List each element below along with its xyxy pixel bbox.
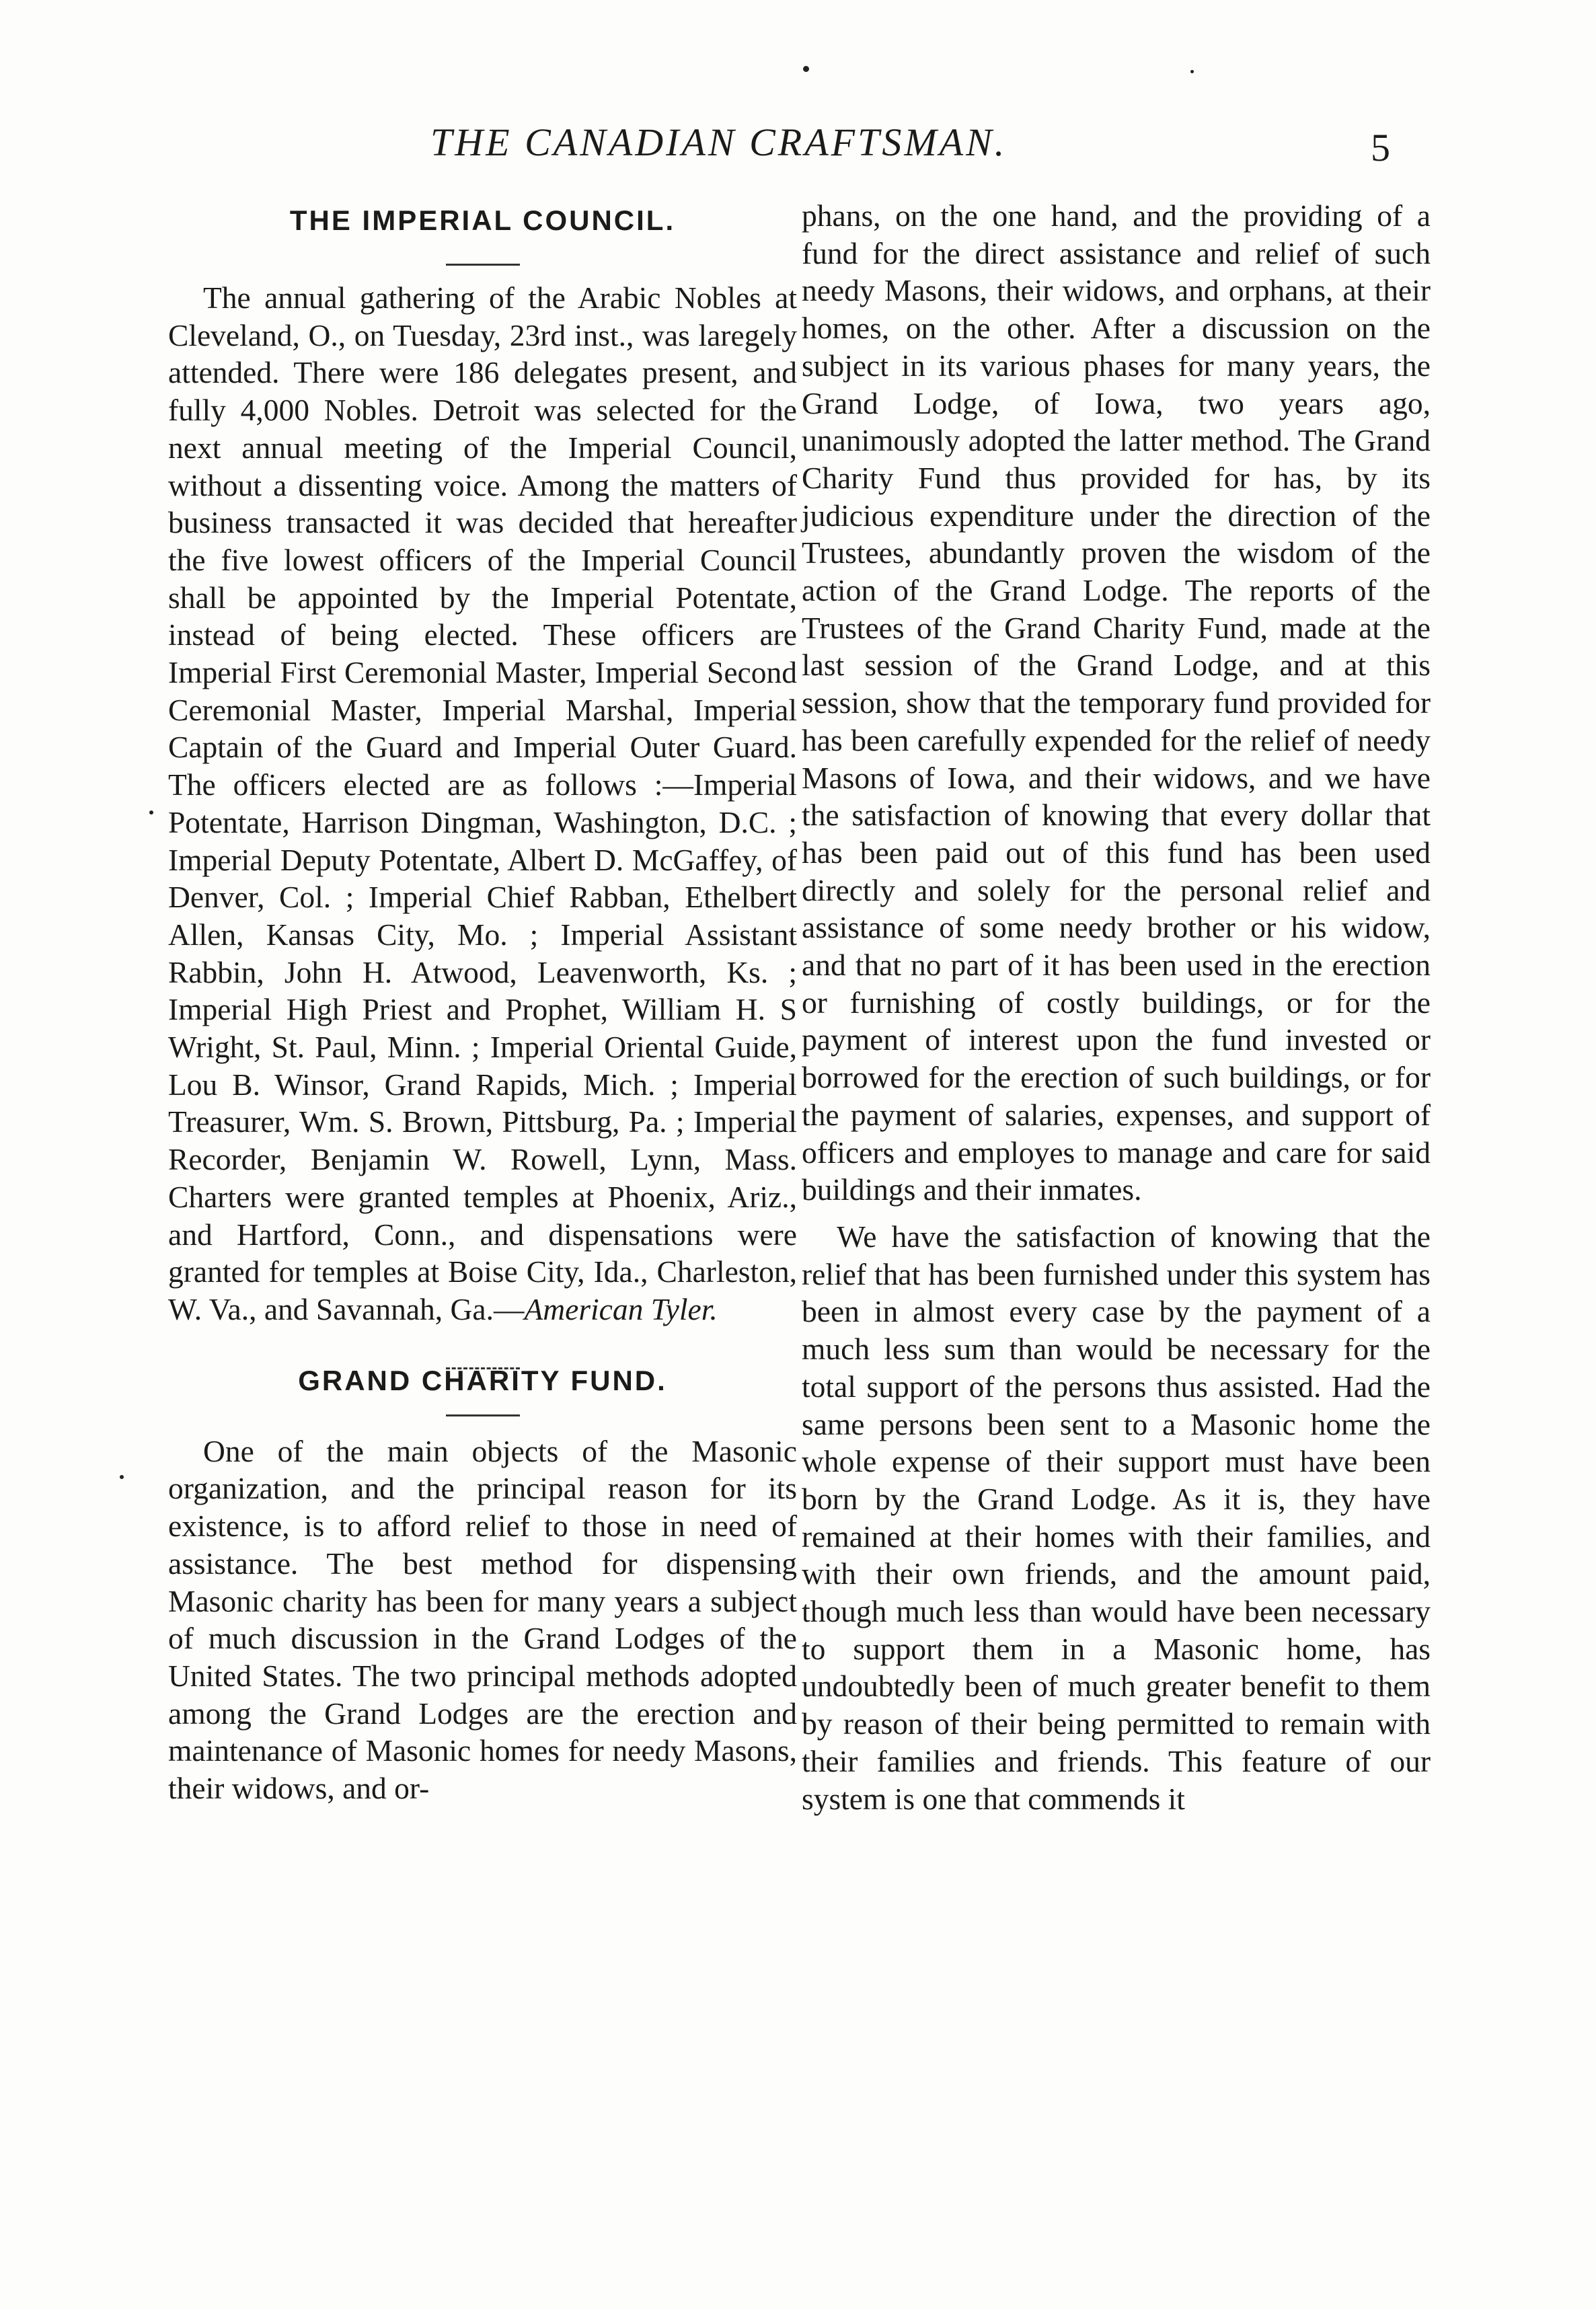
article-body-imperial-council [168,279,797,1328]
article-title-imperial-council: THE IMPERIAL COUNCIL. [289,204,676,236]
article-title-grand-charity-fund: GRAND CHARITY FUND. [298,1364,667,1396]
right-column [802,197,1431,1817]
article-paragraph-continued: phans, on the one hand, and the providing of a fund for the direct assistance and relief of such needy Masons, their widows, and orphans, at their homes, on the other. After a discussion on the subject in its various phases for many years, the Grand Lodge, of Iowa, two years ago, unanimously adopted the latter method. The Grand Charity Fund thus provided for has, by its judicious expenditure under the direction of the Trustees, abundantly proven the wisdom of the action of the Grand Lodge. The reports of the Trustees of the Grand Charity Fund, made at the last session of the Grand Lodge, and at this session, show that the temporary fund provided for has been carefully expended for the relief of needy Masons of Iowa, and their widows, and we have the satisfaction of knowing that every dollar that has been paid out of this fund has been used directly and solely for the personal relief and assistance of some needy brother or his widow, and that no part of it has been used in the erection or furnishing of costly buildings, or for the payment of interest upon the fund invested or borrowed for the erection of such buildings, or for the payment of salaries, expenses, and support of officers and employes to manage and care for said buildings and their inmates. [802,198,1431,1207]
article-source: American Tyler. [524,1291,718,1326]
print-speck [120,1475,124,1479]
title-rule [446,1414,520,1416]
page-header [0,120,1596,174]
article-paragraph: One of the main objects of the Masonic organization, and the principal reason for its existence, is to afford relief to those in need of assistance. The best method for dispensing Masonic charity has been for many years a subject of much discussion in the Grand Lodges of the United States. The two principal methods adopted among the Grand Lodges are the erection and maintenance of Masonic homes for needy Masons, their widows, and or- [168,1433,797,1806]
running-title: THE CANADIAN CRAFTSMAN. [430,120,1008,164]
article-text: The annual gathering of the Arabic Nobles at Cleveland, O., on Tuesday, 23rd inst., was laregely attended. There were 186 delegates present, and fully 4,000 Nobles. Detroit was selected for the next annual meeting of the Imperial Council, without a dissenting voice. Among the matters of business transacted it was decided that hereafter the five lowest officers of the Imperial Council shall be appointed by the Imperial Potentate, instead of being elected. These officers are Imperial First Ceremonial Master, Imperial Second Ceremonial Master, Imperial Marshal, Imperial Captain of the Guard and Imperial Outer Guard. The officers elected are as follows :—Imperial Potentate, Harrison Dingman, Washington, D.C. ; Imperial Deputy Potentate, Albert D. McGaffey, of Denver, Col. ; Imperial Chief Rabban, Ethelbert Allen, Kansas City, Mo. ; Imperial Assistant Rabbin, John H. Atwood, Leavenworth, Ks. ; Imperial High Priest and Prophet, William H. S Wright, St. Paul, Minn. ; Imperial Oriental Guide, Lou B. Winsor, Grand Rapids, Mich. ; Imperial Treasurer, Wm. S. Brown, Pittsburg, Pa. ; Imperial Recorder, Benjamin W. Rowell, Lynn, Mass. Charters were granted temples at Phoenix, Ariz., and Hartford, Conn., and dispensations were granted for temples at Boise City, Ida., Charleston, W. Va., and Savannah, Ga.— [168,280,797,1326]
print-speck [1190,70,1194,73]
print-speck [803,66,809,72]
left-column [168,202,797,1807]
article-paragraph: We have the satisfaction of knowing that the relief that has been furnished under this system has been in almost every case by the payment of a much less sum than would be necessary for the total support of the persons thus assisted. Had the same persons been sent to a Masonic home the whole expense of their support must have been born by the Grand Lodge. As it is, they have remained at their homes with their families, and with their own friends, and the amount paid, though much less than would have been necessary to support them in a Masonic home, has undoubtedly been of much greater benefit to them by reason of their being permitted to remain with their families and friends. This feature of our system is one that commends it [802,1219,1431,1816]
page-number: 5 [1371,126,1390,169]
title-rule [446,264,520,266]
print-speck [149,810,153,815]
article-separator [168,1340,797,1351]
